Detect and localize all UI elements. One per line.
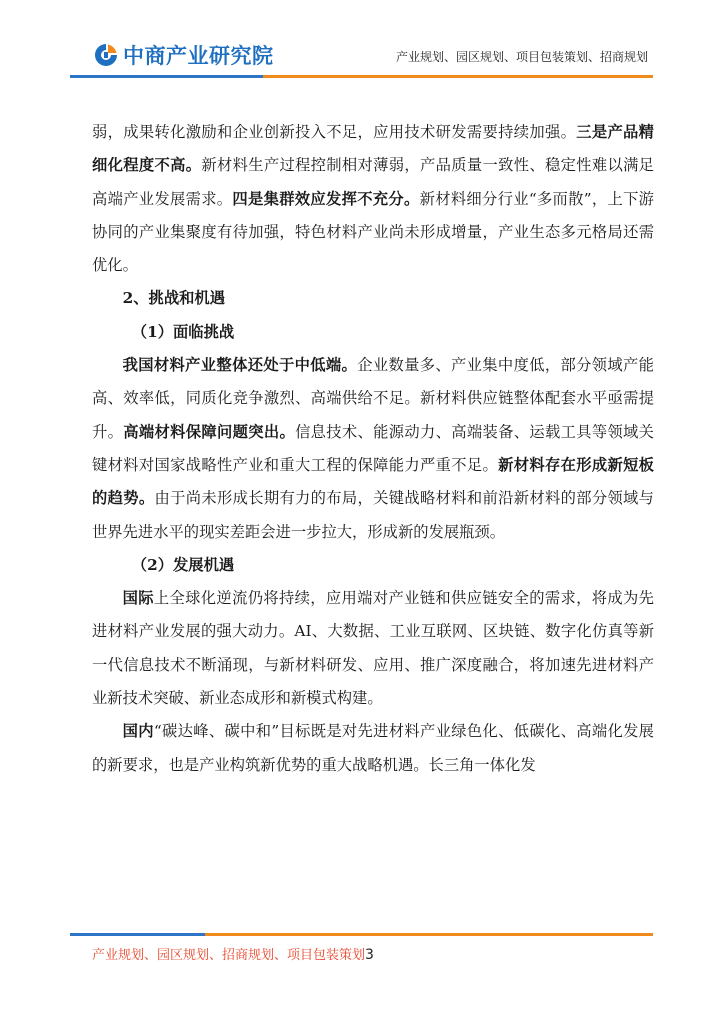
header-divider-orange bbox=[263, 75, 653, 78]
text-run: 信息技术、能源动力、高端装备、运载工具等领域关键材料对国家战略性产业和重大工程的保障能力严重不足。 bbox=[92, 422, 654, 474]
logo-text: 中商产业研究院 bbox=[123, 44, 274, 68]
paragraph-challenges bbox=[92, 349, 654, 549]
section-heading-challenges-opportunities: 2、挑战和机遇 bbox=[122, 289, 226, 308]
bold-run: 国际 bbox=[122, 589, 154, 608]
text-run: 新材料细分行业“多而散”，上下游协同的产业集聚度有待加强，特色材料产业尚未形成增量，产业生态多元格局还需优化。 bbox=[92, 189, 654, 275]
paragraph-international bbox=[92, 582, 654, 715]
bold-run: 我国材料产业整体还处于中低端。 bbox=[122, 356, 358, 375]
header-tagline: 产业规划、园区规划、项目包装策划、招商规划 bbox=[395, 50, 648, 64]
text-run: 企业数量多、产业集中度低，部分领域产能高、效率低，同质化竞争激烈、高端供给不足。新材料供应链整体配套水平亟需提升。 bbox=[92, 356, 654, 441]
bold-run: 新材料存在形成新短板的趋势。 bbox=[92, 455, 654, 508]
paragraph-domestic bbox=[92, 715, 654, 782]
text-run: 弱，成果转化激励和企业创新投入不足，应用技术研发需要持续加强。 bbox=[92, 123, 577, 141]
company-logo bbox=[93, 40, 274, 70]
page-footer bbox=[92, 944, 374, 963]
text-run: 上全球化逆流仍将持续，应用端对产业链和供应链安全的需求，将成为先进材料产业发展的强大动力。AI、大数据、工业互联网、区块链、数字化仿真等新一代信息技术不断涌现，与新材料研发、应用、推广深度融合，将加速先进材料产业新技术突破、新业态成形和新模式构建。 bbox=[92, 589, 654, 708]
header-divider-blue bbox=[70, 75, 263, 78]
text-run: 新材料生产过程控制相对薄弱，产品质量一致性、稳定性难以满足高端产业发展需求。 bbox=[92, 156, 654, 208]
text-run: 由于尚未形成长期有力的布局，关键战略材料和前沿新材料的部分领域与世界先进水平的现实差距会进一步拉大，形成新的发展瓶颈。 bbox=[92, 489, 654, 541]
subsection-heading-challenges: （1）面临挑战 bbox=[131, 322, 235, 341]
bold-run: 国内 bbox=[122, 722, 154, 741]
page-number: 3 bbox=[365, 947, 374, 963]
subsection-heading-opportunities: （2）发展机遇 bbox=[131, 555, 235, 574]
bold-run: 四是集群效应发挥不充分。 bbox=[232, 189, 420, 208]
page-header bbox=[0, 0, 724, 90]
company-logo-icon bbox=[93, 42, 119, 68]
text-run: “碳达峰、碳中和”目标既是对先进材料产业绿色化、低碳化、高端化发展的新要求，也是产业构筑新优势的重大战略机遇。长三角一体化发 bbox=[92, 722, 654, 774]
bold-run: 高端材料保障问题突出。 bbox=[123, 422, 296, 441]
footer-divider-orange bbox=[205, 933, 653, 936]
paragraph-weaknesses bbox=[92, 116, 654, 282]
footer-tagline: 产业规划、园区规划、招商规划、项目包装策划 bbox=[92, 948, 366, 963]
bold-run: 三是产品精细化程度不高。 bbox=[92, 123, 654, 175]
footer-divider-blue bbox=[70, 933, 205, 936]
document-body bbox=[92, 116, 654, 782]
